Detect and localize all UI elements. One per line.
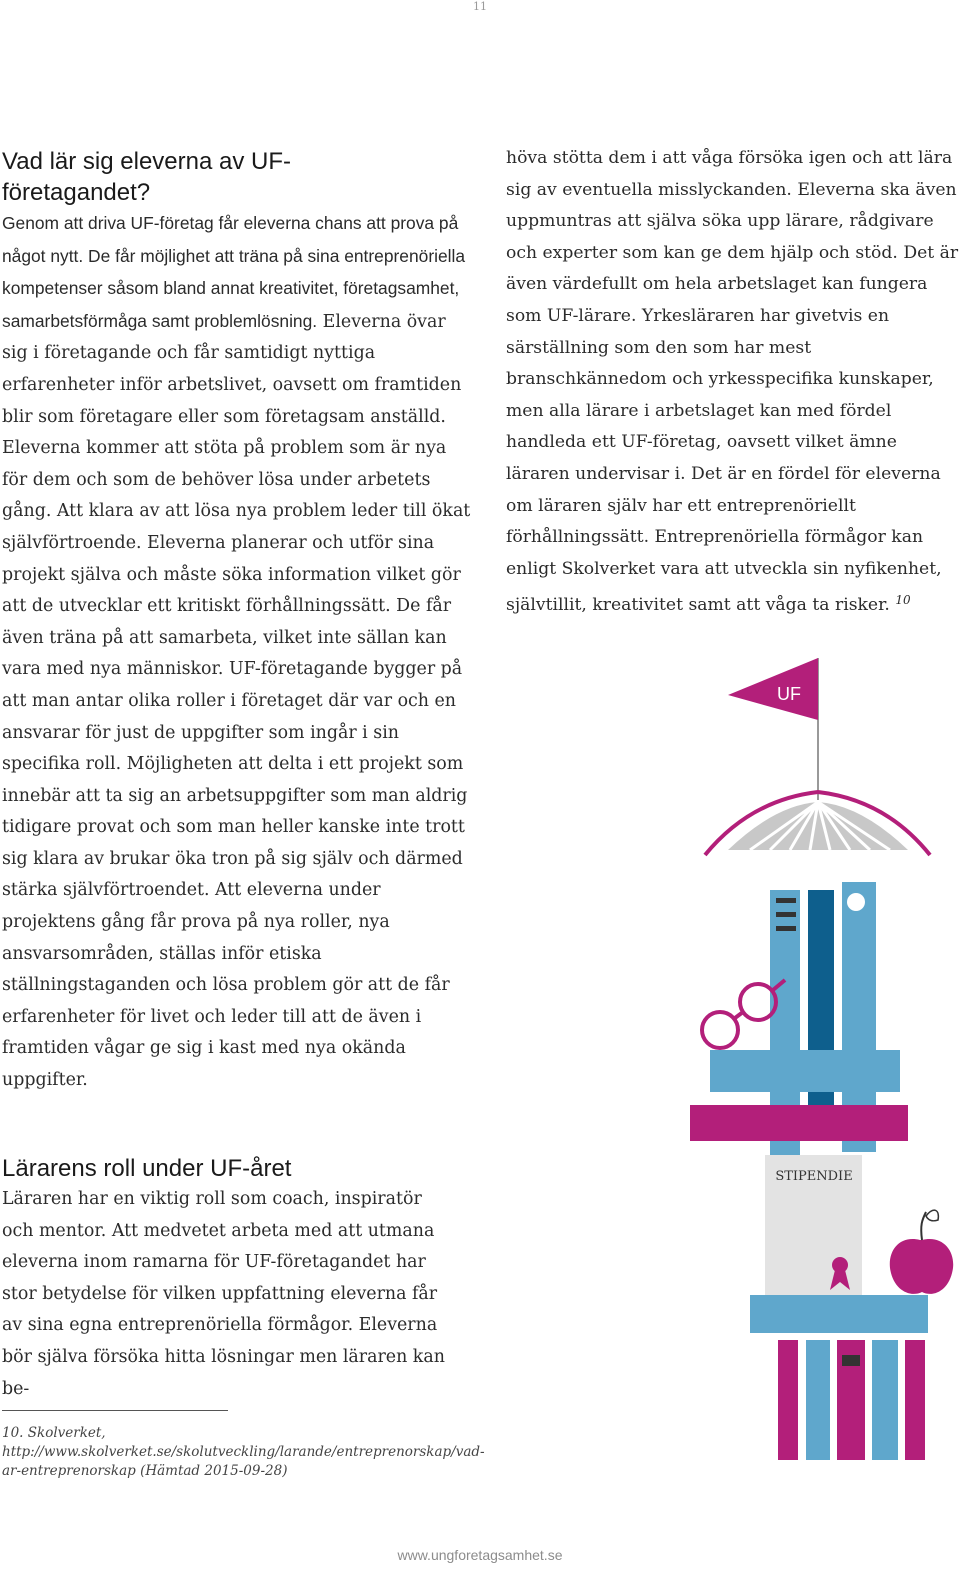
footer-url: www.ungforetagsamhet.se [397,1547,563,1563]
section-paragraph: Läraren har en viktig roll som coach, inspiratör och mentor. Att medvetet arbeta med att utmana eleverna inom ramarna för UF-företagandet har stor betydelse för vilken uppfattning eleverna får av sina egna entreprenöriella förmågor. Eleverna bör själva försöka hitta lösningar men läraren kan be- [2,1189,445,1399]
page-number: 11 [473,0,487,13]
section-teacher-role [2,1153,472,1405]
section-heading: Lärarens roll under UF-året [2,1155,292,1182]
right-column-text: höva stötta dem i att våga försöka igen och att lära sig av eventuella misslyckanden. Eleverna ska även uppmuntras att själva söka upp lärare, rådgivare och experter som kan ge dem hjälp och stöd. Det är även värdefullt om hela arbetslaget kan fungera som UF-lärare. Yrkesläraren har givetvis en särställning som den som har mest branschkännedom och yrkesspecifika kunskaper, men alla lärare i arbetslaget kan med fördel handleda ett UF-företag, oavsett vilket ämne läraren undervisar i. Det är en fördel för eleverna om läraren själv har ett entreprenöriellt förhållningssätt. Entreprenöriella förmågor kan enligt Skolverket vara att utveckla sin nyfikenhet, självtillit, kreativitet samt att våga ta risker. [506,148,959,616]
section-intro: Genom att driva UF-företag får eleverna chans att prova på något nytt. De får möjlighet att träna på sina entreprenöriella kompetenser såsom bland annat kreativitet, företagsamhet, samarbetsförmåga samt problemlösning. [2,213,466,331]
open-book-icon [705,792,930,855]
book-horizontal [690,1105,908,1141]
section-paragraph: Eleverna övar sig i företagande och får samtidigt nyttiga erfarenheter inför arbetslivet, oavsett om framtiden blir som företagare eller som företagsam anställd. Eleverna kommer att stöta på problem som är nya för dem och som de behöver lösa under arbetets gång. Att klara av att lösa nya problem leder till ökat självförtroende. Eleverna planerar och utför sina projekt själva och måste söka information vilket gör att de utvecklar ett kritiskt förhållningssätt. De får även träna på att samarbeta, vilket inte sällan kan vara med nya människor. UF-företagande bygger på att man antar olika roller i företaget där var och en ansvarar för just de uppgifter som ingår i sin specifika roll. Möjligheten att delta i ett projekt som innebär att ta sig an arbetsuppgifter som man aldrig tidigare provat och som man heller kanske inte trott sig klara av brukar öka tron på sig själv och därmed stärka självförtroendet. Att eleverna under projektens gång får prova på nya roller, nya ansvarsområden, ställas inför etiska ställningstaganden och lösa problem gör att de får erfarenheter för livet och leder till att de även i framtiden vågar ge sig i kast med nya okända uppgifter. [2,311,471,1091]
section-body [2,208,472,1097]
book-horizontal [710,1050,900,1092]
certificate-label: STIPENDIE [775,1169,853,1184]
certificate-icon [765,1155,862,1305]
book-stack-illustration [690,650,960,1470]
uf-flag-icon [728,658,818,800]
footnote: 10. Skolverket, http://www.skolverket.se/skolutveckling/larande/entreprenorskap/vad-ar-entreprenorskap (Hämtad 2015-09-28) [2,1425,485,1479]
section-paragraph [506,143,960,622]
book-horizontal [750,1295,928,1333]
section-uf-learning [2,146,472,1097]
bottom-books-icon [778,1340,925,1460]
right-column [506,143,960,622]
flag-label: UF [777,684,801,704]
footnote-reference: 10 [895,593,911,608]
section-heading: Vad lär sig eleverna av UF-företagandet? [2,148,292,206]
apple-icon [890,1210,953,1294]
footnote-divider [2,1410,228,1411]
